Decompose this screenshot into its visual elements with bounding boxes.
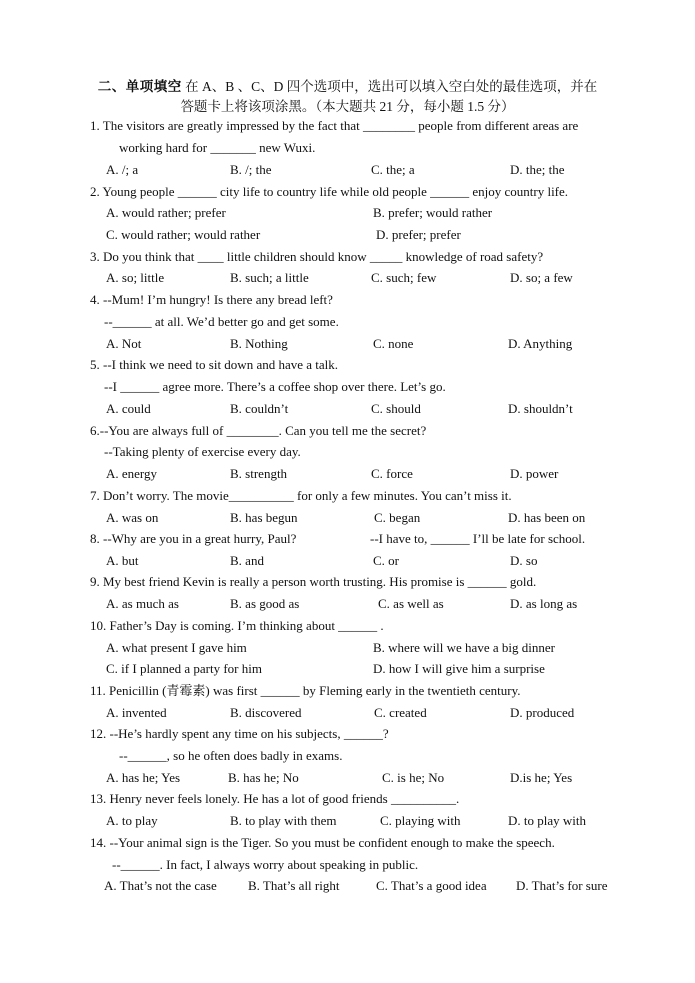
q4-option-a[interactable]: A. Not bbox=[106, 336, 142, 351]
q14-option-b[interactable]: B. That’s all right bbox=[248, 878, 340, 893]
q4-option-d[interactable]: D. Anything bbox=[508, 336, 573, 351]
q7-option-a[interactable]: A. was on bbox=[106, 510, 159, 525]
q12-option-d[interactable]: D.is he; Yes bbox=[510, 770, 573, 785]
q13-option-b[interactable]: B. to play with them bbox=[230, 813, 337, 828]
question-1-stem: 1. The visitors are greatly impressed by the fact that ________ people from different areas are bbox=[90, 118, 579, 133]
question-3-stem: 3. Do you think that ____ little children should know _____ knowledge of road safety? bbox=[90, 249, 544, 264]
q4-option-b[interactable]: B. Nothing bbox=[230, 336, 288, 351]
question-13-stem: 13. Henry never feels lonely. He has a lot of good friends __________. bbox=[90, 791, 460, 806]
q6-option-a[interactable]: A. energy bbox=[106, 466, 158, 481]
q7-option-d[interactable]: D. has been on bbox=[508, 510, 586, 525]
question-9-stem: 9. My best friend Kevin is really a person worth trusting. His promise is ______ gold. bbox=[90, 574, 537, 589]
q10-option-d[interactable]: D. how I will give him a surprise bbox=[373, 661, 545, 676]
section-header bbox=[0, 77, 695, 97]
q3-option-c[interactable]: C. such; few bbox=[371, 270, 437, 285]
question-11-stem: 11. Penicillin (青霉素) was first ______ by Fleming early in the twentieth century. bbox=[90, 683, 521, 698]
q8-option-c[interactable]: C. or bbox=[373, 553, 399, 568]
q8-option-a[interactable]: A. but bbox=[106, 553, 139, 568]
question-14-stem-2: --______. In fact, I always worry about speaking in public. bbox=[112, 857, 419, 872]
q7-option-b[interactable]: B. has begun bbox=[230, 510, 298, 525]
q9-option-c[interactable]: C. as well as bbox=[378, 596, 444, 611]
question-2-stem: 2. Young people ______ city life to country life while old people ______ enjoy country life. bbox=[90, 184, 569, 199]
q8-option-d[interactable]: D. so bbox=[510, 553, 538, 568]
q3-option-a[interactable]: A. so; little bbox=[106, 270, 165, 285]
q13-option-a[interactable]: A. to play bbox=[106, 813, 158, 828]
q11-option-c[interactable]: C. created bbox=[374, 705, 427, 720]
q9-option-a[interactable]: A. as much as bbox=[106, 596, 179, 611]
q14-option-d[interactable]: D. That’s for sure bbox=[516, 878, 608, 893]
q10-option-b[interactable]: B. where will we have a big dinner bbox=[373, 640, 555, 655]
q2-option-b[interactable]: B. prefer; would rather bbox=[373, 205, 493, 220]
question-8-reply: --I have to, ______ I’ll be late for school. bbox=[370, 531, 586, 546]
q12-option-c[interactable]: C. is he; No bbox=[382, 770, 445, 785]
question-4-stem-2: --______ at all. We’d better go and get some. bbox=[104, 314, 339, 329]
instruction-line-1: 在 A、B 、C、D 四个选项中，选出可以填入空白处的最佳选项，并在 bbox=[185, 79, 598, 94]
question-8-stem: 8. --Why are you in a great hurry, Paul? bbox=[90, 531, 297, 546]
question-1-stem-2: working hard for _______ new Wuxi. bbox=[119, 140, 316, 155]
q6-option-b[interactable]: B. strength bbox=[230, 466, 288, 481]
q13-option-c[interactable]: C. playing with bbox=[380, 813, 461, 828]
q2-option-a[interactable]: A. would rather; prefer bbox=[106, 205, 226, 220]
q8-option-b[interactable]: B. and bbox=[230, 553, 264, 568]
q3-option-d[interactable]: D. so; a few bbox=[510, 270, 573, 285]
q3-option-b[interactable]: B. such; a little bbox=[230, 270, 309, 285]
q2-option-d[interactable]: D. prefer; prefer bbox=[376, 227, 461, 242]
section-title: 二、单项填空 bbox=[97, 79, 182, 94]
q1-option-d[interactable]: D. the; the bbox=[510, 162, 565, 177]
question-6-stem-2: --Taking plenty of exercise every day. bbox=[104, 444, 301, 459]
q13-option-d[interactable]: D. to play with bbox=[508, 813, 586, 828]
question-5-stem-2: --I ______ agree more. There’s a coffee shop over there. Let’s go. bbox=[104, 379, 446, 394]
q10-option-c[interactable]: C. if I planned a party for him bbox=[106, 661, 262, 676]
q14-option-a[interactable]: A. That’s not the case bbox=[104, 878, 217, 893]
q11-option-a[interactable]: A. invented bbox=[106, 705, 167, 720]
q6-option-d[interactable]: D. power bbox=[510, 466, 559, 481]
q10-option-a[interactable]: A. what present I gave him bbox=[106, 640, 247, 655]
q14-option-c[interactable]: C. That’s a good idea bbox=[376, 878, 487, 893]
question-7-stem: 7. Don’t worry. The movie__________ for only a few minutes. You can’t miss it. bbox=[90, 488, 512, 503]
q9-option-d[interactable]: D. as long as bbox=[510, 596, 578, 611]
q4-option-c[interactable]: C. none bbox=[373, 336, 414, 351]
q6-option-c[interactable]: C. force bbox=[371, 466, 413, 481]
q12-option-a[interactable]: A. has he; Yes bbox=[106, 770, 181, 785]
q2-option-c[interactable]: C. would rather; would rather bbox=[106, 227, 261, 242]
q11-option-b[interactable]: B. discovered bbox=[230, 705, 302, 720]
q5-option-d[interactable]: D. shouldn’t bbox=[508, 401, 573, 416]
question-5-stem: 5. --I think we need to sit down and have a talk. bbox=[90, 357, 339, 372]
q5-option-c[interactable]: C. should bbox=[371, 401, 421, 416]
question-4-stem: 4. --Mum! I’m hungry! Is there any bread left? bbox=[90, 292, 333, 307]
question-6-stem: 6.--You are always full of ________. Can you tell me the secret? bbox=[90, 423, 427, 438]
instruction-line-2: 答题卡上将该项涂黑。（本大题共 21 分，每小题 1.5 分） bbox=[180, 99, 515, 114]
q5-option-b[interactable]: B. couldn’t bbox=[230, 401, 289, 416]
q1-option-a[interactable]: A. /; a bbox=[106, 162, 139, 177]
question-12-stem-2: --______, so he often does badly in exams. bbox=[119, 748, 343, 763]
q1-option-c[interactable]: C. the; a bbox=[371, 162, 415, 177]
instruction-line-2-wrap bbox=[0, 97, 695, 117]
q9-option-b[interactable]: B. as good as bbox=[230, 596, 300, 611]
question-12-stem: 12. --He’s hardly spent any time on his subjects, ______? bbox=[90, 726, 389, 741]
q1-option-b[interactable]: B. /; the bbox=[230, 162, 272, 177]
question-14-stem: 14. --Your animal sign is the Tiger. So you must be confident enough to make the speech. bbox=[90, 835, 555, 850]
q7-option-c[interactable]: C. began bbox=[374, 510, 421, 525]
q11-option-d[interactable]: D. produced bbox=[510, 705, 575, 720]
question-10-stem: 10. Father’s Day is coming. I’m thinking about ______ . bbox=[90, 618, 384, 633]
q5-option-a[interactable]: A. could bbox=[106, 401, 151, 416]
q12-option-b[interactable]: B. has he; No bbox=[228, 770, 299, 785]
